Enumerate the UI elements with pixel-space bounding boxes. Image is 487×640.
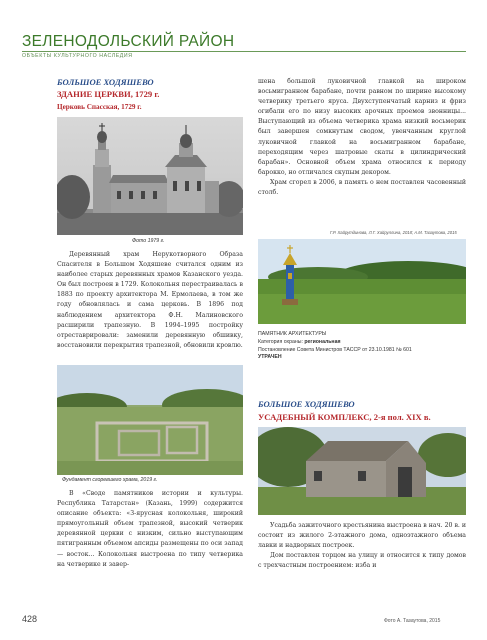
object-title: ЗДАНИЕ ЦЕРКВИ, 1729 г. [57, 89, 160, 99]
right-paragraph-bottom-text: Усадьба зажиточного крестьянина выстроена в нач. 20 в. и состоит из жилого 2-этажного дома, одноэтажного объема лавки и надворных построек. [258, 522, 466, 550]
monument-category-value: региональная [304, 338, 341, 345]
monument-category [258, 339, 468, 347]
left-paragraph-1-text: Деревянный храм Нерукотворного Образа Спасителя в Большом Ходяшеве считался одним из наиболее старых деревянных храмов Казанского уезда. Он был построен в 1729. Колокольня перестраивалась в 1883 по проекту архитектора М. Ермолаева, в том же году обновлялась и сама церковь. В 1896 под наблюдением архитектора Ф.Н. Малиновского расширили трапезную. В 1994–1995 постройку отреставрировали: заменили деревянную обшивку, восстановили перекрытия трапезной, обновили кровлю. [57, 251, 243, 349]
left-paragraph-1 [57, 250, 243, 351]
section-title: ЗЕЛЕНОДОЛЬСКИЙ РАЙОН [22, 33, 235, 50]
right-paragraph-top-text: шена большой луковичной главкой на широком восьмигранном барабане, почти равном по ширине высокому четверику третьего яруса. Двухступенчатый карниз и фриз огибали его по низу высоких арочных проемов звонницы... Выступающий из объема четверика храма низкий восьмерик был завершен сомкнутым сводом, увенчанным круглой луковичной главкой на восьмигранном барабане, переходящим через шатровые скаты в цилиндрический барабан». Основной объем храма относился к периоду барокко, но отличался скупым декором. [258, 78, 466, 176]
monument-type: ПАМЯТНИК АРХИТЕКТУРЫ [258, 331, 327, 337]
left-paragraph-2 [57, 489, 243, 570]
right-paragraph-top2-text: Храм сгорел в 2006, в память о нем поставлен часовенный столб. [258, 178, 466, 197]
object-subtitle: Церковь Спасская, 1729 г. [57, 103, 142, 111]
left-paragraph-2-text: В «Своде памятников истории и культуры. Республика Татарстан» (Казань, 1999) содержится описание объекта: «3-ярусная колокольня, широкий прямоугольный объем трапезной, высокий четверик деревянной церкви с низким, сильно выступающим пятигранным объемом апсиды размещены по оси запад — восток... Колокольня выстроена по типу четверика на четверике и завер- [57, 490, 243, 568]
monument-info [258, 331, 468, 362]
footer-photo-credit: Фото А. Тазаутова, 2015 [384, 618, 441, 624]
monument-status: УТРАЧЕН [258, 354, 282, 361]
right-paragraph-bottom [258, 521, 466, 571]
page-number: 428 [22, 614, 38, 624]
object2-title: УСАДЕБНЫЙ КОМПЛЕКС, 2-я пол. XIX в. [258, 412, 431, 422]
foundation-photo-2019 [57, 365, 243, 475]
village-heading-2: БОЛЬШОЕ ХОДЯШЕВО [258, 399, 355, 409]
memorial-pole-photo [258, 239, 466, 324]
monument-category-label: Категория охраны: [258, 338, 305, 345]
section-subtitle: ОБЪЕКТЫ КУЛЬТУРНОГО НАСЛЕДИЯ [22, 53, 133, 59]
church-photo-1979 [57, 117, 243, 235]
monument-decree: Постановление Совета Министров ТАССР от 23.10.1981 № 601 [258, 346, 412, 353]
right-paragraph-bottom2-text: Дом поставлен торцом на улицу и относится к типу домов с трехчастным построением: изба и [258, 552, 466, 570]
right-paragraph-top [258, 77, 466, 198]
top-photo-credit: Г.Р. Хайрутдинова, Л.Г. Хайруллина, 2018; А.М. Тазаутова, 2015 [330, 230, 457, 235]
header-rule [22, 51, 466, 52]
photo2-caption: Фундамент сгоревшего храма, 2019 г. [62, 477, 158, 483]
estate-photo [258, 427, 466, 515]
village-heading: БОЛЬШОЕ ХОДЯШЕВО [57, 77, 154, 87]
photo1-caption: Фото 1979 г. [132, 238, 165, 244]
